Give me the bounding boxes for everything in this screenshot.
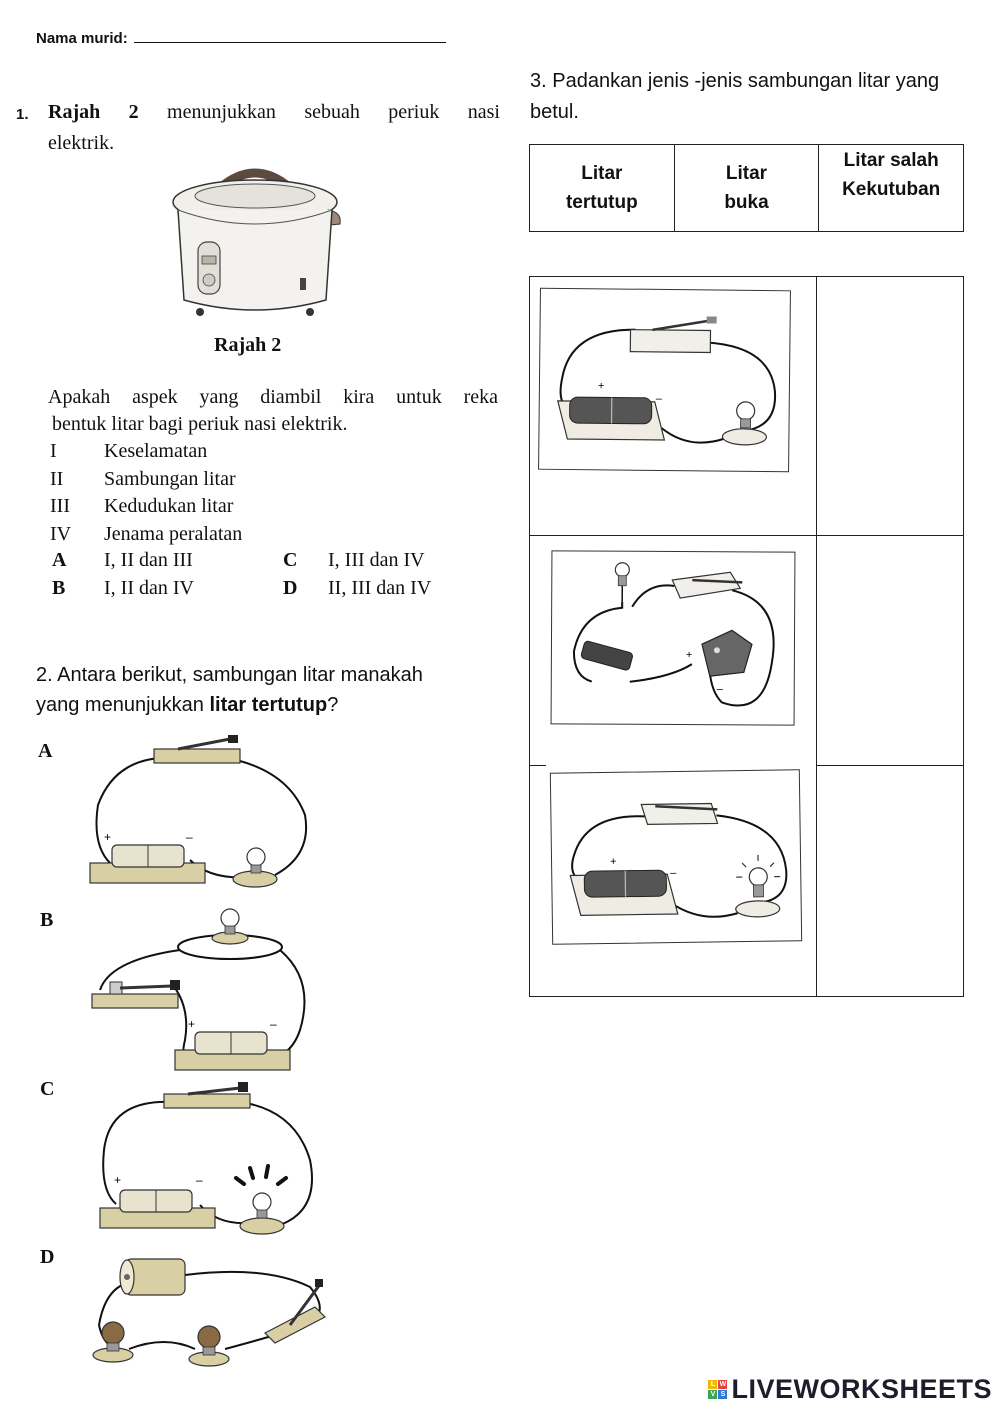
statement-roman: I — [50, 440, 57, 462]
circuit-photo-3-drawing — [551, 770, 799, 941]
plus-sign: + — [685, 649, 693, 662]
plus-sign: + — [114, 1173, 122, 1187]
choice-line1: Litar — [581, 163, 623, 184]
circuit-b-diagram[interactable] — [80, 900, 320, 1075]
logo-text: LIVEWORKSHEETS — [731, 1374, 992, 1404]
q1-number: 1. — [16, 106, 29, 123]
minus-sign: – — [186, 830, 193, 844]
liveworksheets-logo — [708, 1374, 992, 1405]
bulb-icon — [198, 1326, 220, 1348]
choice-litar-salah-kekutuban[interactable] — [819, 145, 963, 231]
minus-sign: – — [196, 1173, 203, 1187]
choice-line2: Kekutuban — [842, 179, 941, 200]
bulb-icon — [737, 402, 755, 420]
circuit-option-label-a[interactable]: A — [38, 740, 53, 762]
9v-battery — [702, 630, 752, 676]
statement-text: Keselamatan — [104, 440, 208, 462]
logo-cell: W — [719, 1381, 727, 1388]
switch-board — [164, 1094, 250, 1108]
lit-bulb-icon — [749, 868, 767, 886]
bulb-icon — [102, 1322, 124, 1344]
choice-line1: Litar — [725, 163, 768, 184]
switch-board — [265, 1279, 325, 1343]
drop-zone-2[interactable] — [817, 536, 963, 765]
bulb-icon — [247, 848, 265, 866]
statement-roman: IV — [50, 523, 72, 545]
rice-cooker-illustration — [160, 160, 350, 320]
circuit-a-diagram[interactable] — [80, 735, 320, 895]
switch-board — [92, 994, 178, 1008]
figure-caption: Rajah 2 — [214, 334, 282, 356]
row-divider-left — [530, 765, 546, 766]
choice-litar-tertutup[interactable] — [530, 145, 675, 231]
plus-sign: + — [188, 1017, 196, 1031]
statement-text: Sambungan litar — [104, 468, 236, 490]
answer-text-d[interactable]: II, III dan IV — [328, 577, 432, 599]
name-input-line[interactable] — [134, 28, 446, 43]
logo-cell: S — [718, 1390, 727, 1399]
bulb-icon — [615, 563, 629, 577]
student-name-row — [36, 28, 446, 47]
statement-roman: III — [50, 495, 70, 517]
dry-cell — [580, 640, 633, 671]
plus-sign: + — [597, 380, 605, 393]
q3-question-line2: betul. — [530, 101, 579, 123]
answer-letter-c[interactable]: C — [283, 549, 298, 571]
q1-stem-rest: menunjukkan sebuah periuk nasi — [138, 101, 500, 123]
choice-line2: tertutup — [565, 192, 638, 213]
bulb-icon — [221, 909, 239, 927]
circuit-option-label-b[interactable]: B — [40, 909, 54, 931]
circuit-photo-1-drawing — [539, 289, 789, 470]
logo-cell: L — [708, 1380, 717, 1389]
answer-text-a[interactable]: I, II dan III — [104, 549, 193, 571]
circuit-c-diagram[interactable] — [90, 1080, 325, 1240]
q2-question-line1: 2. Antara berikut, sambungan litar manakah — [36, 664, 423, 686]
drop-zone-3[interactable] — [817, 766, 963, 996]
choice-line1: Litar salah — [843, 150, 939, 171]
switch-board — [630, 330, 710, 353]
circuit-photo-1 — [538, 288, 791, 473]
answer-choices-table — [529, 144, 964, 232]
answer-letter-b[interactable]: B — [52, 577, 66, 599]
q2-line2-suffix: ? — [327, 694, 339, 716]
statement-text: Jenama peralatan — [104, 523, 243, 545]
switch-board — [672, 572, 740, 598]
circuit-photo-2 — [551, 550, 796, 725]
switch-board — [154, 749, 240, 763]
lit-bulb-icon — [253, 1193, 271, 1211]
minus-sign: – — [716, 683, 723, 696]
choice-litar-buka[interactable] — [675, 145, 820, 231]
answer-text-b[interactable]: I, II dan IV — [104, 577, 194, 599]
logo-mark-icon — [708, 1380, 727, 1399]
choice-line2: buka — [724, 192, 769, 213]
q1-question-line2: bentuk litar bagi periuk nasi elektrik. — [52, 413, 348, 435]
circuit-option-label-d[interactable]: D — [40, 1246, 55, 1268]
matching-table — [529, 276, 964, 997]
circuit-d-diagram[interactable] — [85, 1245, 335, 1395]
answer-letter-a[interactable]: A — [52, 549, 67, 571]
logo-cell: V — [708, 1390, 717, 1399]
minus-sign: – — [670, 866, 677, 880]
q1-question-line1: Apakah aspek yang diambil kira untuk reka — [48, 386, 498, 408]
q1-stem-line1 — [48, 101, 500, 124]
circuit-photo-2-drawing — [552, 551, 793, 722]
plus-sign: + — [609, 855, 617, 868]
statement-roman: II — [50, 468, 64, 490]
q3-question-line1: 3. Padankan jenis -jenis sambungan litar yang — [530, 70, 940, 92]
dry-cell — [120, 1259, 185, 1295]
answer-letter-d[interactable]: D — [283, 577, 298, 599]
minus-sign: – — [655, 392, 662, 405]
plus-sign: + — [104, 830, 112, 844]
answer-text-c[interactable]: I, III dan IV — [328, 549, 425, 571]
q2-line2-prefix: yang menunjukkan — [36, 694, 210, 716]
q2-line2-bold: litar tertutup — [209, 694, 328, 716]
statement-text: Kedudukan litar — [104, 495, 234, 517]
circuit-photo-3 — [550, 769, 802, 944]
q1-stem-line2: elektrik. — [48, 132, 115, 154]
q2-question-line2 — [36, 694, 338, 717]
drop-zone-1[interactable] — [817, 277, 963, 535]
minus-sign: – — [270, 1017, 277, 1031]
circuit-option-label-c[interactable]: C — [40, 1078, 55, 1100]
q1-stem-bold: Rajah 2 — [48, 101, 139, 123]
name-label: Nama murid: — [36, 30, 128, 47]
